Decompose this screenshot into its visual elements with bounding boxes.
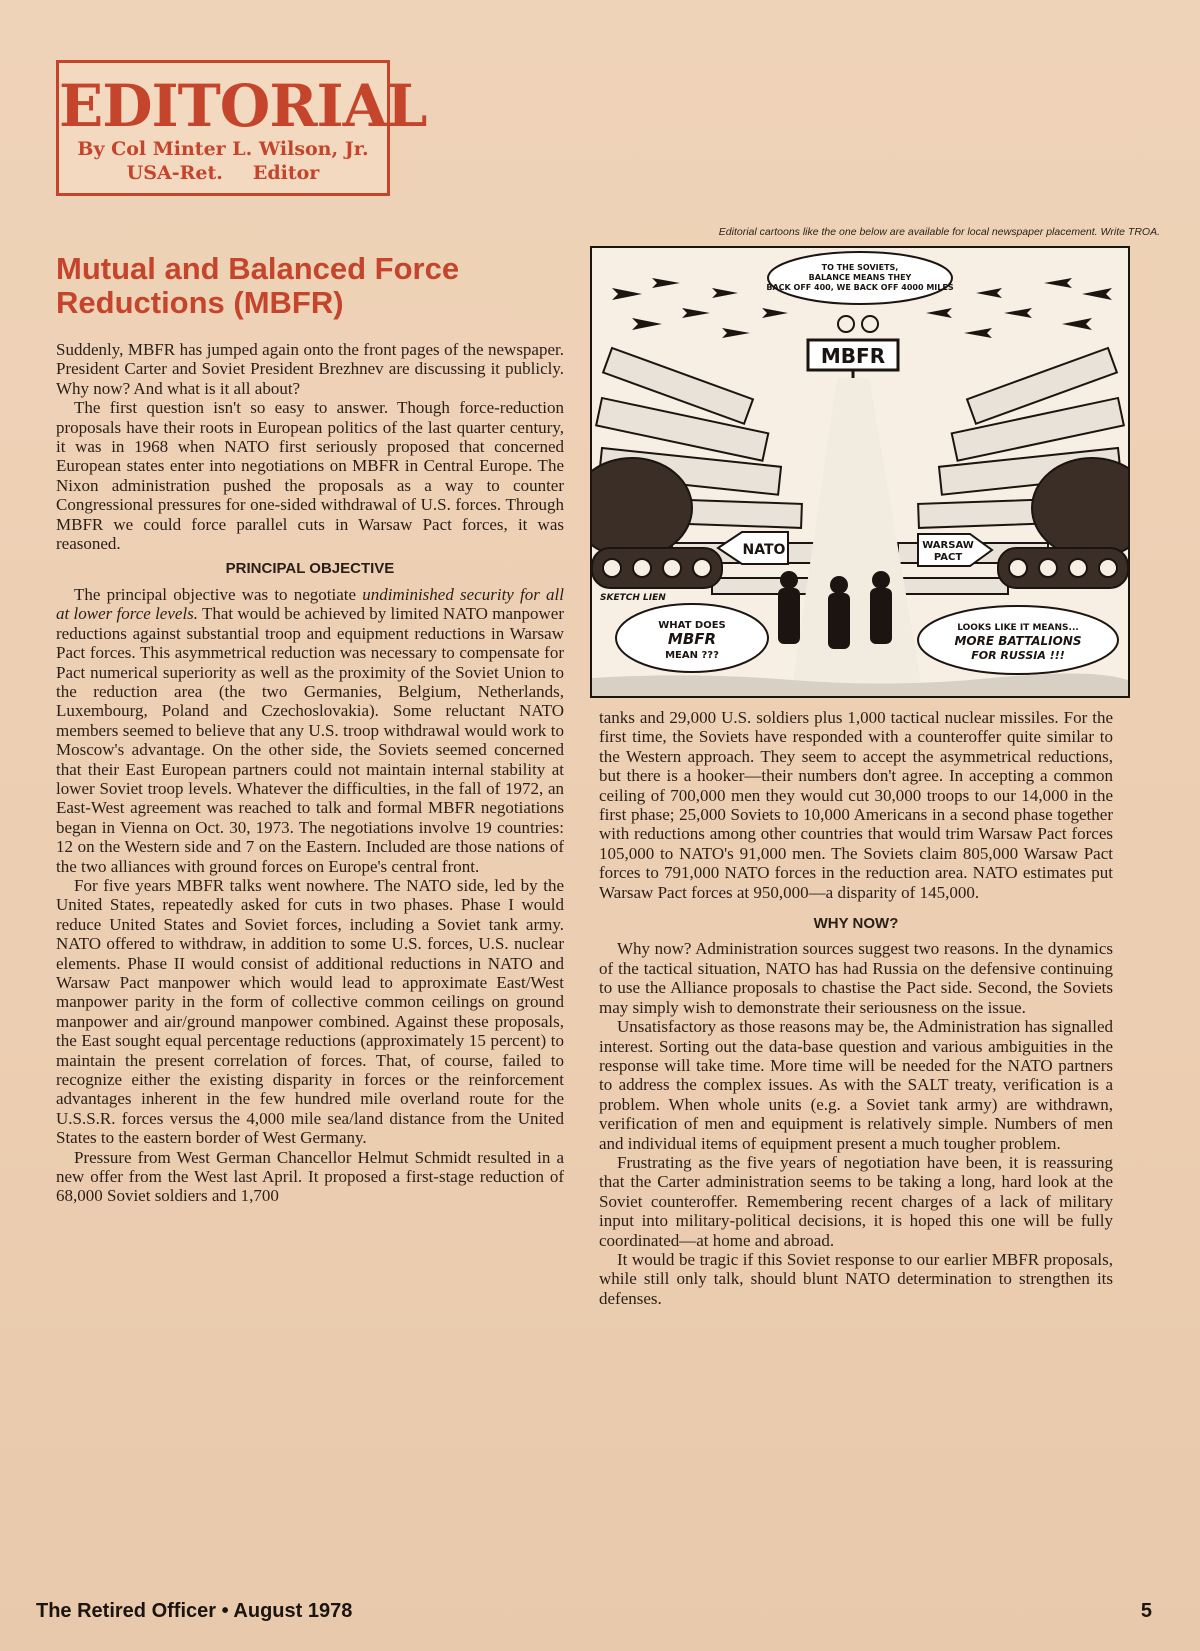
cartoon-sign-main: MBFR [820, 344, 886, 368]
article-column-left [56, 340, 564, 1206]
bubble-left-line3: MEAN ??? [665, 650, 719, 661]
cartoon-signature: SKETCH LIEN [600, 593, 666, 603]
cartoon-sign-nato: NATO [742, 542, 786, 558]
paragraph: Why now? Administration sources suggest two reasons. In the dynamics of the tactical situation, NATO has had Russia on the defensive continuing to use the Alliance proposals to chastise the Pact side. Second, the Soviets may simply wish to demonstrate their seriousness on the issue. [599, 939, 1113, 1017]
cartoon-illustration [592, 248, 1128, 696]
paragraph [56, 585, 564, 876]
page-footer [36, 1600, 1176, 1630]
byline-rank: USA-Ret. [126, 162, 223, 184]
editorial-cartoon [590, 246, 1130, 698]
cartoon-caption: Editorial cartoons like the one below are available for local newspaper placement. Write TROA. [718, 226, 1160, 238]
paragraph: tanks and 29,000 U.S. soldiers plus 1,000 tactical nuclear missiles. For the first time, the Soviets have responded with a counteroffer quite similar to the Western approach. They seem to accept the asymmetrical reductions, but there is a hooker—their numbers don't agree. In accepting a common ceiling of 700,000 men they would cut 30,000 troops to our 14,000 in the first phase; 25,000 Soviets to 10,000 Americans in a second phase together with reductions among other countries that would trim Warsaw Pact forces 105,000 to NATO's 91,000 men. The Soviets claim 805,000 Warsaw Pact forces to 791,000 NATO forces in the reduction area. NATO estimates put Warsaw Pact forces at 950,000—a disparity of 145,000. [599, 708, 1113, 902]
cartoon-sign-warsaw: WARSAW [922, 540, 974, 551]
paragraph: For five years MBFR talks went nowhere. The NATO side, led by the United States, repeatedly asked for cuts in two phases. Phase I would reduce United States and Soviet forces, including a Soviet tank army. NATO offered to withdraw, in addition to some U.S. forces, U.S. nuclear elements. Phase II would consist of additional reductions in NATO and Warsaw Pact manpower which would lead to approximate East/West manpower parity in the form of collective common ceilings on ground manpower and air/ground manpower combined. Against these proposals, the East sought equal percentage reductions (approximately 15 percent) to maintain the present correlation of forces. That, of course, failed to recognize either the existing disparity in forces or the reinforcement advantages inherent in the few hundred mile overland route for the U.S.S.R. forces versus the 4,000 mile sea/land distance from the United States to the eastern border of West Germany. [56, 875, 564, 1148]
bubble-left-line1: WHAT DOES [658, 620, 726, 631]
publication-info: The Retired Officer • August 1978 [36, 1600, 353, 1622]
cartoon-sign-pact: PACT [933, 552, 963, 563]
article-column-right [599, 708, 1113, 1308]
byline-editor: Editor [252, 162, 320, 184]
page-number: 5 [1140, 1600, 1152, 1622]
editorial-byline [59, 137, 387, 185]
text-run: The principal objective was to negotiate [74, 584, 363, 604]
paragraph: Pressure from West German Chancellor Helmut Schmidt resulted in a new offer from the West last April. It proposed a first-stage reduction of 68,000 Soviet soldiers and 1,700 [56, 1147, 564, 1206]
article-headline: Mutual and Balanced Force Reductions (MBFR) [56, 251, 460, 320]
bubble-right-line1: LOOKS LIKE IT MEANS... [957, 623, 1079, 633]
paragraph: The first question isn't so easy to answer. Though force-reduction proposals have their roots in European politics of the last quarter century, it was in 1968 when NATO first seriously proposed that concerned European states enter into negotiations on MBFR in Central Europe. The Nixon administration pushed the proposals as a way to counter Congressional pressures for one-sided withdrawal of U.S. forces. Through MBFR we could force parallel cuts in Warsaw Pact forces, it was reasoned. [56, 398, 564, 554]
editorial-masthead [56, 60, 427, 196]
bird-bubble-line1: TO THE SOVIETS, [821, 263, 899, 272]
bird-bubble-line2: BALANCE MEANS THEY [808, 273, 912, 282]
subhead-why-now: WHY NOW? [813, 915, 899, 933]
subhead-principal-objective: PRINCIPAL OBJECTIVE [225, 560, 395, 578]
byline-role [59, 161, 387, 185]
italic-phrase: undiminished security for all at lower force levels. [56, 584, 564, 624]
editorial-title: EDITORIAL [59, 72, 427, 140]
text-run: That would be achieved by limited NATO manpower reductions against substantial troop and equipment reductions in Warsaw Pact forces. This asymmetrical reduction was necessary to compensate for Pact numerical superiority as well as the proximity of the Soviet Union to the reduction area (the two Germanies, Belgium, Netherlands, Luxembourg, Poland and Czechoslovakia). Some reluctant NATO members seemed to believe that any U.S. troop withdrawal would work to Moscow's advantage. On the other side, the Soviets seemed concerned that their East European partners could not maintain internal stability at lower Soviet troop levels. Whatever the difficulties, in the fall of 1972, an East-West agreement was reached to talk and formal MBFR negotiations began in Vienna on Oct. 30, 1973. The negotiations involve 19 countries: 12 on the Western side and 7 on the Eastern. Included are those nations of the two alliances with ground forces on Europe's central front. [56, 604, 564, 876]
byline-author: By Col Minter L. Wilson, Jr. [77, 138, 369, 160]
bubble-left-line2: MBFR [667, 630, 717, 648]
bubble-right-line3: FOR RUSSIA !!! [971, 649, 1065, 662]
paragraph: Unsatisfactory as those reasons may be, the Administration has signalled interest. Sorting out the data-base question and various ambiguities in the response will take time. More time will be needed for the NATO partners to address the complex issues. As with the SALT treaty, verification is a problem. When whole units (e.g. a Soviet tank army) are withdrawn, verification of men and equipment is relatively simple. Numbers of men and individual items of equipment present a much tougher problem. [599, 1017, 1113, 1153]
paragraph: Suddenly, MBFR has jumped again onto the front pages of the newspaper. President Carter and Soviet President Brezhnev are discussing it publicly. Why now? And what is it all about? [56, 340, 564, 398]
bird-bubble-line3: BACK OFF 400, WE BACK OFF 4000 MILES [766, 283, 954, 292]
bubble-right-line2: MORE BATTALIONS [954, 634, 1082, 648]
paragraph: Frustrating as the five years of negotiation have been, it is reassuring that the Carter administration seems to be taking a long, hard look at the Soviet counteroffer. Remembering recent charges of a lack of military input into military-political decisions, it is hoped this one will be fully coordinated—at home and abroad. [599, 1152, 1113, 1250]
paragraph: It would be tragic if this Soviet response to our earlier MBFR proposals, while still only talk, should blunt NATO determination to strengthen its defenses. [599, 1249, 1113, 1308]
